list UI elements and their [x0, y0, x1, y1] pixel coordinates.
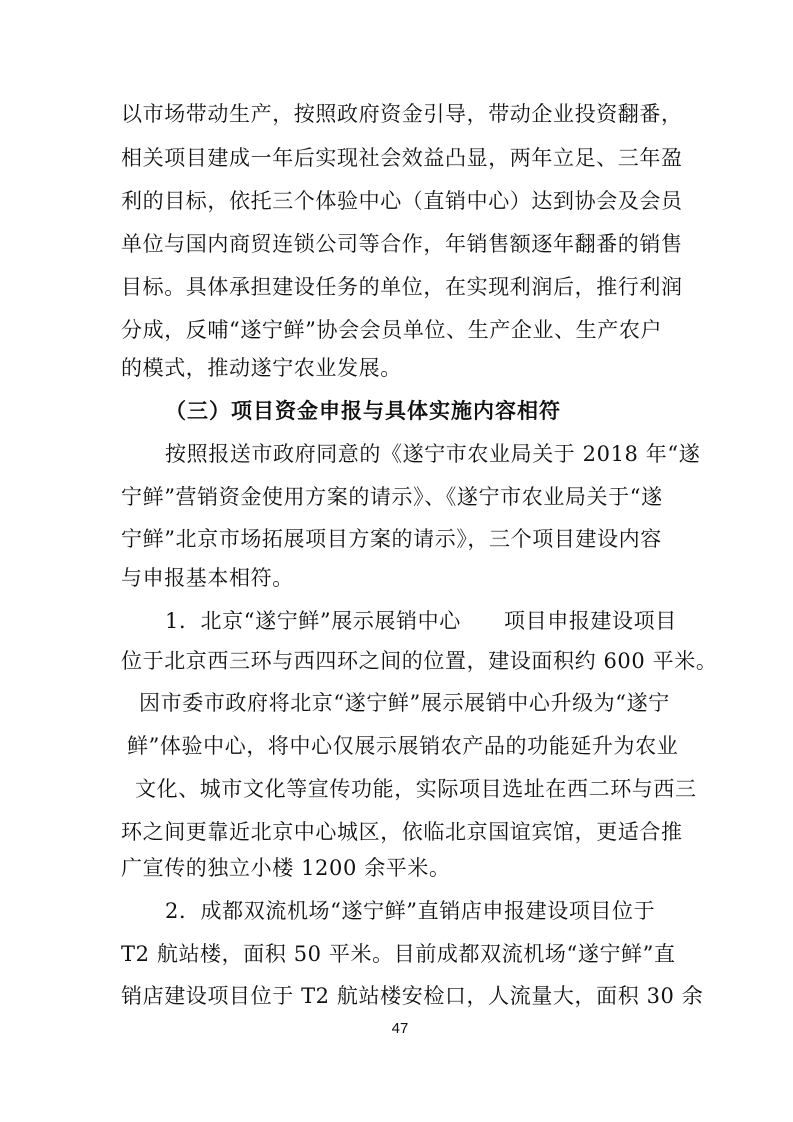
text-line: 以市场带动生产，按照政府资金引导，带动企业投资翻番， [121, 102, 683, 126]
text-line: 的模式，推动遂宁农业发展。 [121, 356, 402, 380]
text-line: 宁鲜”北京市场拓展项目方案的请示》，三个项目建设内容 [121, 527, 662, 551]
section-heading: （三）项目资金申报与具体实施内容相符 [165, 399, 561, 423]
text-line: 鲜”体验中心，将中心仅展示展销农产品的功能延升为农业 [127, 734, 679, 758]
text-line: 销店建设项目位于 T2 航站楼安检口，人流量大，面积 30 余 [121, 984, 704, 1008]
page-number: 47 [391, 1020, 409, 1037]
text-line: T2 航站楼，面积 50 平米。目前成都双流机场“遂宁鲜”直 [121, 942, 676, 966]
text-line: 因市委市政府将北京“遂宁鲜”展示展销中心升级为“遂宁 [139, 691, 670, 715]
text-line: 广宣传的独立小楼 1200 余平米。 [121, 856, 451, 880]
text-line: 单位与国内商贸连锁公司等合作，年销售额逐年翻番的销售 [121, 232, 683, 256]
text-line: 1．北京“遂宁鲜”展示展销中心 项目申报建设项目 [165, 609, 677, 633]
text-line: 宁鲜”营销资金使用方案的请示》、《遂宁市农业局关于“遂 [121, 485, 663, 509]
text-line: 相关项目建成一年后实现社会效益凸显，两年立足、三年盈 [121, 146, 683, 170]
text-line: 文化、城市文化等宣传功能，实际项目选址在西二环与西三 [135, 777, 697, 801]
text-line: 位于北京西三环与西四环之间的位置，建设面积约 600 平米。 [121, 649, 718, 673]
text-line: 目标。具体承担建设任务的单位，在实现利润后，推行利润 [121, 275, 683, 299]
text-line: 分成，反哺“遂宁鲜”协会会员单位、生产企业、生产农户 [121, 318, 663, 342]
text-line: 利的目标，依托三个体验中心（直销中心）达到协会及会员 [121, 189, 683, 213]
text-line: 2．成都双流机场“遂宁鲜”直销店申报建设项目位于 [165, 899, 656, 923]
text-line: 与申报基本相符。 [121, 566, 294, 590]
text-line: 按照报送市政府同意的《遂宁市农业局关于 2018 年“遂 [165, 442, 701, 466]
text-line: 环之间更靠近北京中心城区，依临北京国谊宾馆，更适合推 [121, 820, 683, 844]
